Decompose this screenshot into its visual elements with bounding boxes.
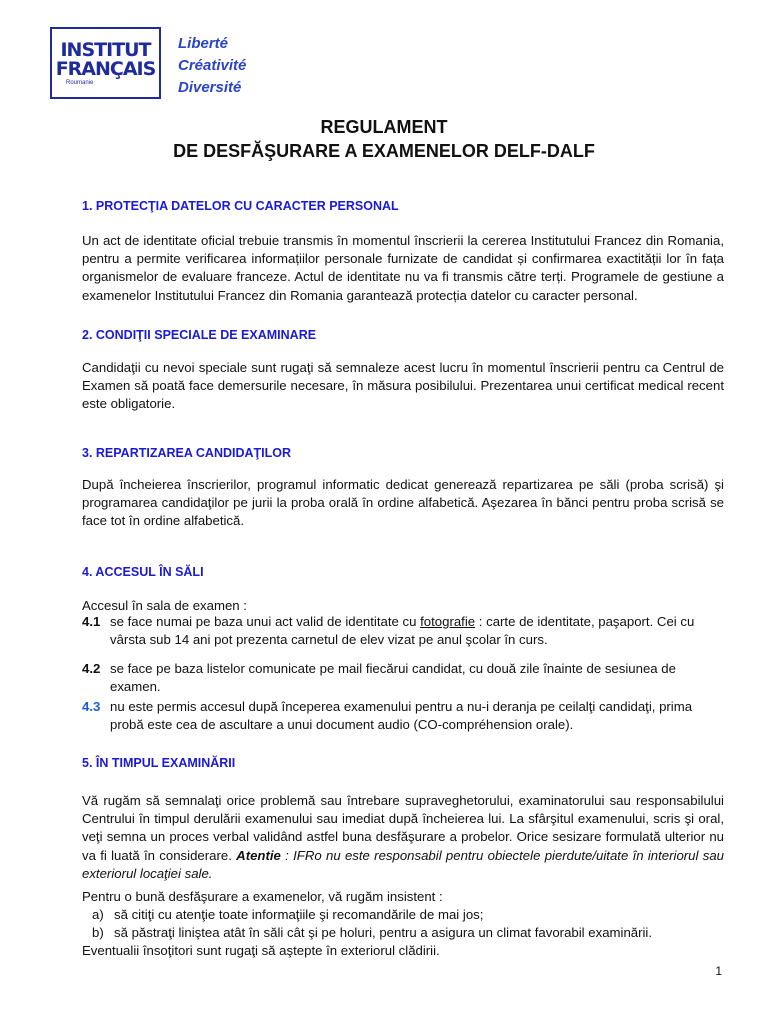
item-4-1 <box>82 613 724 649</box>
section-4-heading: 4. ACCESUL ÎN SĂLI <box>82 565 204 579</box>
title-line-1: REGULAMENT <box>320 117 448 137</box>
motto-creativite: Créativité <box>178 57 247 74</box>
section-2-body: Candidaţii cu nevoi speciale sunt rugaţi să semnaleze acest lucru în momentul înscrierii pentru ca Centrul de Examen să poată face demersurile necesare, în măsura posibilului. Prezentarea unui certificat medical recent este obligatorie. <box>82 360 724 412</box>
section-1-heading: 1. PROTECŢIA DATELOR CU CARACTER PERSONAL <box>82 199 399 213</box>
section-5-intro: Pentru o bună desfăşurare a examenelor, vă rugăm insistent : <box>82 889 443 904</box>
item-4-1-number: 4.1 <box>82 614 101 629</box>
item-4-1-text: se face numai pe baza unui act valid de identitate cu fotografie : carte de identitate, paşaport. Cei cu vârsta sub 14 ani pot prezenta carnetul de elev vizat pe anul şcolar în curs. <box>110 614 695 648</box>
item-4-3 <box>82 698 724 734</box>
title-line-2: DE DESFĂŞURARE A EXAMENELOR DELF-DALF <box>173 141 595 161</box>
attention-label: Atentie <box>236 847 281 863</box>
item-4-3-text: nu este permis accesul după începerea examenului pentru a nu-i deranja pe ceilalţi candidaţi, prima probă este cea de ascultare a unui document audio (CO-compréhension orale). <box>110 699 693 733</box>
document-title <box>0 115 768 163</box>
logo-sub: Roumanie <box>66 80 94 86</box>
list-item-b-text: să păstraţi liniştea atât în săli cât şi pe holuri, pentru a asigura un climat favorabil examinării. <box>114 925 653 940</box>
institut-francais-logo <box>50 27 161 99</box>
section-5-heading: 5. ÎN TIMPUL EXAMINĂRII <box>82 756 236 770</box>
list-item-a-mark: a) <box>92 907 104 922</box>
list-item-b <box>82 924 724 942</box>
item-4-2-number: 4.2 <box>82 661 101 676</box>
section-5-body: Vă rugăm să semnalaţi orice problemă sau întrebare supraveghetorului, examinatorului sau responsabilului Centrului în timpul derulării examenului sau imediat după încheierea lui. La sfârşitul examenului, scris şi oral, veţi semna un proces verbal validând astfel buna desfăşurare a probelor. Orice sesizare formulată ulterior nu va fi luată în considerare. Atentie : IFRo nu este responsabil pentru obiectele pierdute/uitate în interiorul sau exteriorul locaţiei sale. <box>82 793 724 881</box>
section-3-body: După încheierea înscrierilor, programul informatic dedicat generează repartizarea pe săli (proba scrisă) şi programarea candidaţilor pe jurii la proba orală în ordine alfabetică. Aşezarea în bănci pentru proba scrisă se face tot în ordine alfabetică. <box>82 477 724 529</box>
section-5-footer-line: Eventualii însoţitori sunt rugaţi să aştepte în exteriorul clădirii. <box>82 943 440 958</box>
section-4-intro: Accesul în sala de examen : <box>82 598 247 613</box>
fotografie-link: fotografie <box>420 614 476 629</box>
section-1-body: Un act de identitate oficial trebuie transmis în momentul înscrierii la cererea Institutului Francez din Romania, pentru a permite verificarea informațiilor personale furnizate de candidat și confirmarea exactității lor în fața organismelor de evaluare franceze. Actul de identitate nu va fi transmis către terți. Programele de gestiune a examenelor Institutului Francez din Romania garantează protecția datelor cu caracter personal. <box>82 233 724 303</box>
section-2-heading: 2. CONDIŢII SPECIALE DE EXAMINARE <box>82 328 317 342</box>
motto <box>178 33 246 99</box>
logo-line-2: FRANÇAIS <box>55 58 156 80</box>
motto-diversite: Diversité <box>178 79 242 96</box>
item-4-2 <box>82 660 724 696</box>
list-item-a-text: să citiţi cu atenţie toate informaţiile şi recomandările de mai jos; <box>114 907 484 922</box>
list-item-a <box>82 906 724 924</box>
list-item-b-mark: b) <box>92 925 104 940</box>
item-4-3-number: 4.3 <box>82 699 101 714</box>
page-number: 1 <box>715 964 722 978</box>
logo-line-1: INSTITUT <box>60 39 151 61</box>
section-3-heading: 3. REPARTIZAREA CANDIDAŢILOR <box>82 446 292 460</box>
item-4-2-text: se face pe baza listelor comunicate pe mail fiecărui candidat, cu două zile înainte de sesiunea de examen. <box>110 661 676 695</box>
motto-liberte: Liberté <box>178 35 229 52</box>
